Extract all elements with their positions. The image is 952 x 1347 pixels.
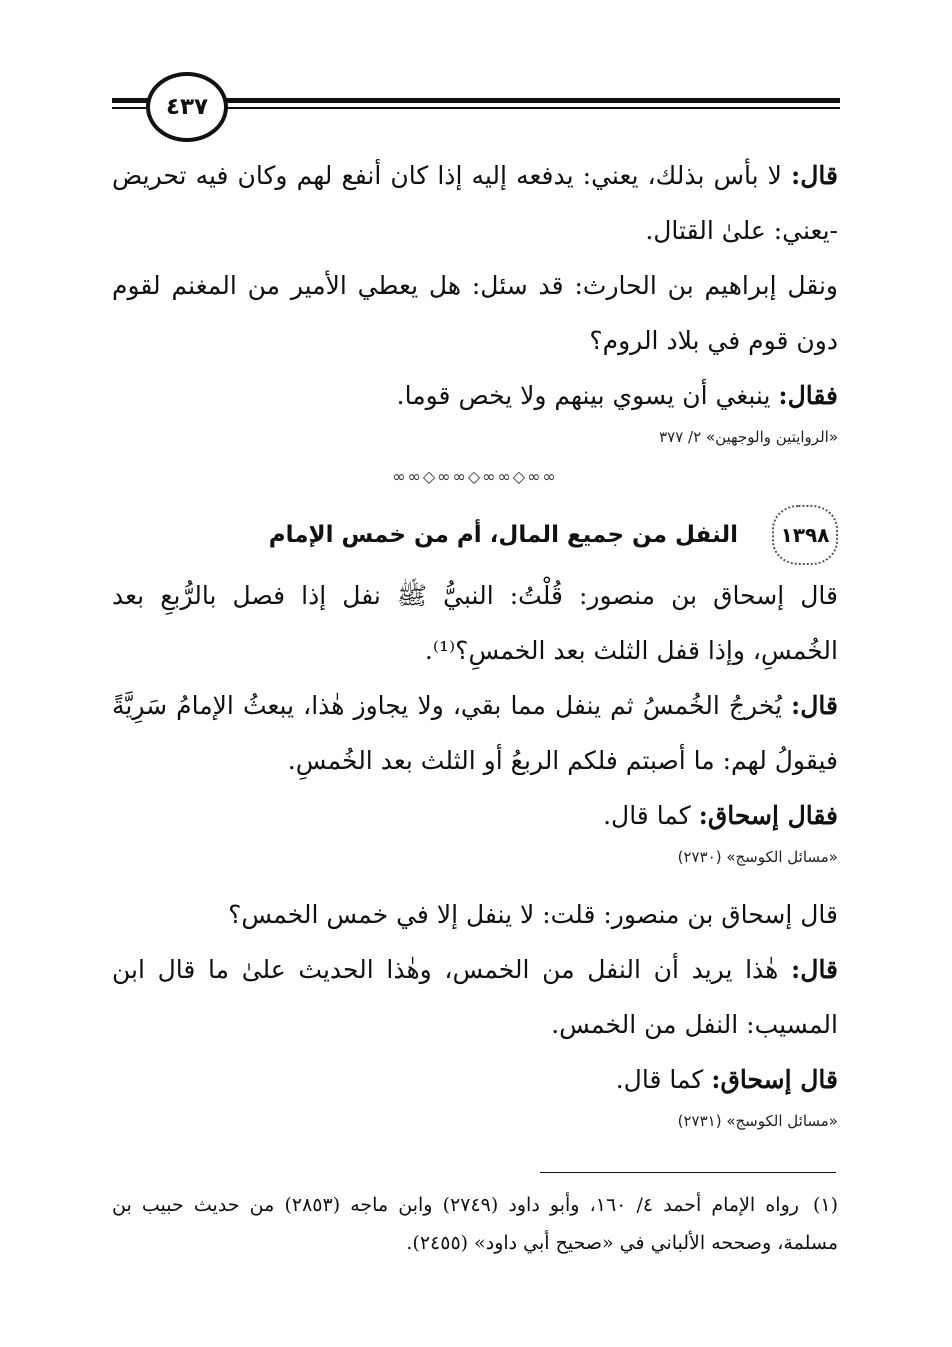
paragraph	[112, 148, 838, 258]
section-number-badge: ١٣٩٨	[772, 505, 838, 565]
page-number: ٤٣٧	[146, 72, 228, 142]
section-divider-ornament: ∞∞◇∞∞◇∞∞◇∞∞	[392, 467, 558, 486]
footnote-separator	[540, 1172, 836, 1173]
paragraph-text: لا بأس بذلك، يعني: يدفعه إليه إذا كان أنفع لهم وكان فيه تحريض -يعني: علىٰ القتال.	[112, 161, 838, 245]
paragraph	[112, 568, 838, 678]
paragraph-text: هٰذا يريد أن النفل من الخمس، وهٰذا الحديث علىٰ ما قال ابن المسيب: النفل من الخمس.	[112, 955, 838, 1039]
main-text	[112, 148, 838, 1151]
speaker-label: قال:	[791, 691, 838, 720]
speaker-label: قال إسحاق:	[711, 1065, 838, 1094]
section-title: النفل من جميع المال، أم من خمس الإمام	[268, 522, 738, 548]
paragraph-text: كما قال.	[603, 801, 691, 830]
speaker-label: فقال إسحاق:	[698, 801, 838, 830]
paragraph	[112, 368, 838, 423]
footnote-text: رواه الإمام أحمد ٤/ ١٦٠، وأبو داود (٢٧٤٩) وابن ماجه (٢٨٥٣) من حديث حبيب بن مسلمة، وصححه الألباني في «صحيح أبي داود» (٢٤٥٥).	[112, 1194, 838, 1254]
source-citation: «الروايتين والوجهين» ٢/ ٣٧٧	[659, 428, 838, 446]
paragraph	[112, 887, 838, 942]
paragraph-text: قال إسحاق بن منصور: قُلْتُ: النبيُّ ﷺ نفل إذا فصل بالرُّبعِ بعد الخُمسِ، وإذا قفل الثلث بعد الخمسِ؟⁽¹⁾.	[112, 581, 838, 665]
paragraph-text: قال إسحاق بن منصور: قلت: لا ينفل إلا في خمس الخمس؟	[228, 900, 838, 929]
paragraph	[112, 942, 838, 1052]
source-citation: «مسائل الكوسج» (٢٧٣٠)	[677, 848, 838, 866]
paragraph	[112, 258, 838, 368]
paragraph-text: ينبغي أن يسوي بينهم ولا يخص قوما.	[396, 381, 771, 410]
paragraph	[112, 788, 838, 843]
paragraph	[112, 1052, 838, 1107]
paragraph-text: يُخرجُ الخُمسُ ثم ينفل مما بقي، ولا يجاوز هٰذا، يبعثُ الإمامُ سَرِيَّةً فيقولُ لهم: ما أصبتم فلكم الربعُ أو الثلث بعد الخُمسِ.	[112, 691, 838, 775]
speaker-label: قال:	[791, 955, 839, 984]
paragraph-text: كما قال.	[615, 1065, 704, 1094]
section-heading	[112, 504, 838, 566]
speaker-label: قال:	[791, 161, 838, 190]
paragraph	[112, 678, 838, 788]
footnote	[112, 1186, 838, 1262]
paragraph-text: ونقل إبراهيم بن الحارث: قد سئل: هل يعطي الأمير من المغنم لقوم دون قوم في بلاد الروم؟	[112, 271, 838, 355]
speaker-label: فقال:	[778, 381, 838, 410]
source-citation: «مسائل الكوسج» (٢٧٣١)	[677, 1112, 838, 1130]
footnote-marker: (١)	[812, 1194, 838, 1216]
